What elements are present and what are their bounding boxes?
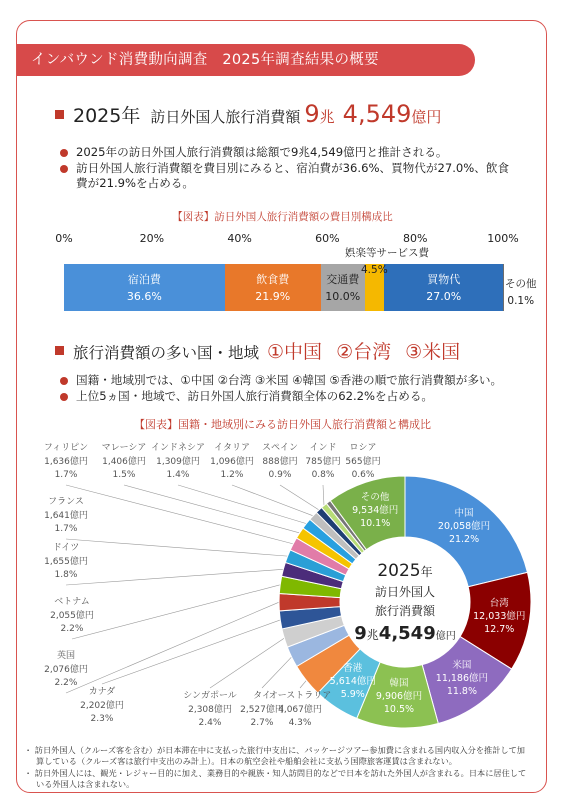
donut-leader-line bbox=[300, 680, 306, 688]
bar-segment-label: 飲食費 bbox=[256, 273, 290, 286]
donut-label-name: 香港 bbox=[343, 662, 363, 674]
donut-label bbox=[183, 690, 237, 731]
summary-bullet-2: 訪日外国人旅行消費額を費目別にみると、宿泊費が36.6%、買物代が27.0%、飲食費が21.9%を占める。 bbox=[60, 161, 520, 192]
donut-center-line1: 訪日外国人 bbox=[374, 585, 435, 599]
donut-center bbox=[350, 560, 460, 650]
bar-segment-value: 21.9% bbox=[255, 290, 291, 303]
donut-label bbox=[376, 677, 422, 716]
donut-label-amount: 20,058億円 bbox=[437, 520, 491, 532]
donut-label-percent: 1.2% bbox=[220, 470, 244, 480]
total-unit: 億円 bbox=[411, 108, 442, 126]
donut-label-name: ドイツ bbox=[52, 543, 80, 553]
donut-label-amount: 1,655億円 bbox=[44, 556, 88, 567]
donut-label-amount: 785億円 bbox=[305, 456, 341, 467]
footnotes bbox=[24, 745, 529, 791]
donut-leader-line bbox=[178, 485, 306, 524]
heading-year: 2025年 bbox=[73, 105, 141, 127]
donut-leader-line bbox=[323, 485, 324, 505]
donut-label-name: イタリア bbox=[213, 443, 251, 453]
donut-label-percent: 2.4% bbox=[198, 718, 222, 728]
donut-label-percent: 1.8% bbox=[54, 570, 78, 580]
donut-label-name: ロシア bbox=[349, 443, 377, 453]
ranking-bullet-2: 上位5ヵ国・地域で、訪日外国人旅行消費額全体の62.2%を占める。 bbox=[60, 389, 520, 405]
donut-label-percent: 5.9% bbox=[340, 688, 365, 700]
donut-leader-line bbox=[66, 539, 288, 556]
donut-label bbox=[44, 442, 88, 483]
donut-label bbox=[305, 442, 340, 483]
donut-label-percent: 2.3% bbox=[90, 714, 114, 724]
bar-label-entertainment: 娯楽等サービス費 bbox=[345, 247, 429, 259]
bar-axis-tick: 40% bbox=[227, 232, 252, 245]
donut-label bbox=[436, 659, 488, 698]
donut-label-amount: 4,067億円 bbox=[278, 704, 322, 715]
donut-label-amount: 1,406億円 bbox=[102, 456, 146, 467]
donut-label-amount: 12,033億円 bbox=[473, 611, 526, 623]
donut-label bbox=[44, 650, 88, 691]
donut-center-trillion: 9 bbox=[354, 623, 367, 644]
donut-center-trillion-unit: 兆 bbox=[366, 628, 379, 642]
donut-label-amount: 9,906億円 bbox=[375, 691, 423, 703]
donut-label-percent: 1.7% bbox=[54, 470, 78, 480]
bar-segment-value: 10.0% bbox=[325, 290, 361, 303]
donut-label bbox=[352, 491, 398, 530]
bar-axis-tick: 0% bbox=[55, 232, 73, 245]
donut-label-name: ベトナム bbox=[54, 597, 90, 607]
donut-label-amount: 9,534億円 bbox=[352, 505, 399, 517]
bar-label-other-name: その他 bbox=[505, 278, 537, 290]
donut-center-line2: 旅行消費額 bbox=[374, 604, 435, 618]
bar-chart-caption: 【図表】訪日外国人旅行消費額の費目別構成比 bbox=[172, 211, 393, 223]
total-trillion-unit: 兆 bbox=[319, 108, 335, 126]
donut-label-percent: 4.3% bbox=[288, 718, 312, 728]
footnote-1: ・ 訪日外国人（クルーズ客を含む）が日本滞在中に支払った旅行中支出に、パッケージツアー参加費に含まれる国内収入分を推計して加算している（クルーズ客は旅行中支出のみ計上）。日本の航空会社や船舶会社に支払う国際旅客運賃は含まれない。 bbox=[24, 745, 525, 767]
donut-label-name: スペイン bbox=[261, 443, 299, 453]
donut-leader-line bbox=[280, 485, 319, 510]
donut-leader-line bbox=[232, 485, 313, 516]
donut-label-amount: 11,186億円 bbox=[435, 672, 489, 684]
donut-label bbox=[102, 442, 147, 483]
donut-label-percent: 11.8% bbox=[446, 685, 477, 697]
donut-label-amount: 1,309億円 bbox=[156, 456, 200, 467]
donut-leader-line bbox=[66, 602, 279, 693]
bar-label-other-value: 0.1% bbox=[507, 295, 535, 307]
donut-label-amount: 2,308億円 bbox=[188, 704, 232, 715]
heading-lead: 訪日外国人旅行消費額 bbox=[150, 108, 301, 126]
rank-1: ①中国 bbox=[267, 341, 323, 363]
donut-label bbox=[473, 597, 525, 636]
donut-label-name: その他 bbox=[360, 492, 390, 504]
donut-label-name: カナダ bbox=[88, 687, 116, 697]
donut-chart-caption: 【図表】国籍・地域別にみる訪日外国人旅行消費額と構成比 bbox=[134, 418, 431, 431]
donut-label-name: 英国 bbox=[56, 651, 76, 661]
donut-leader-line bbox=[72, 585, 280, 639]
donut-label-percent: 1.4% bbox=[166, 470, 190, 480]
ranking-bullet-1: 国籍・地域別では、①中国 ②台湾 ③米国 ④韓国 ⑤香港の順で旅行消費額が多い。 bbox=[60, 373, 520, 389]
donut-label bbox=[151, 442, 205, 483]
donut-label-percent: 2.7% bbox=[250, 718, 274, 728]
donut-label-name: 中国 bbox=[454, 507, 474, 519]
donut-label-name: シンガポール bbox=[183, 691, 237, 701]
donut-label-name: マレーシア bbox=[101, 443, 147, 453]
bar-segment-label: 交通費 bbox=[326, 273, 360, 286]
donut-label-name: インドネシア bbox=[151, 443, 205, 453]
donut-label-name: フランス bbox=[48, 497, 84, 507]
donut-label-amount: 565億円 bbox=[345, 456, 381, 467]
donut-label-name: インド bbox=[309, 443, 337, 453]
donut-center-year-unit: 年 bbox=[420, 565, 433, 579]
rank-2: ②台湾 bbox=[336, 341, 392, 363]
donut-label-percent: 1.5% bbox=[112, 470, 136, 480]
bar-axis-tick: 60% bbox=[315, 232, 340, 245]
donut-label-amount: 1,641億円 bbox=[44, 510, 88, 521]
donut-label bbox=[210, 442, 254, 483]
donut-leader-line bbox=[66, 485, 293, 544]
donut-label-percent: 1.7% bbox=[54, 524, 78, 534]
donut-label bbox=[44, 542, 88, 583]
donut-label-percent: 10.5% bbox=[383, 704, 415, 716]
donut-center-year: 2025 bbox=[377, 561, 421, 581]
summary-bullet-1: 2025年の訪日外国人旅行消費額は総額で9兆4,549億円と推計される。 bbox=[60, 145, 520, 161]
donut-leader-line bbox=[210, 638, 284, 688]
donut-label-name: フィリピン bbox=[43, 443, 89, 453]
donut-label-name: 台湾 bbox=[489, 598, 509, 610]
donut-label-amount: 2,076億円 bbox=[44, 664, 88, 675]
donut-leader-line bbox=[124, 485, 300, 533]
donut-label-name: オーストラリア bbox=[268, 691, 332, 701]
donut-label bbox=[262, 442, 298, 483]
total-hundred-million: 4,549 bbox=[342, 100, 412, 128]
donut-label-percent: 21.2% bbox=[448, 533, 480, 545]
bar-value-entertainment: 4.5% bbox=[361, 264, 388, 276]
bar-segment-label: 宿泊費 bbox=[127, 273, 161, 286]
donut-label bbox=[80, 686, 124, 727]
donut-label-name: 韓国 bbox=[389, 678, 409, 690]
ranking-lead: 旅行消費額の多い国・地域 bbox=[73, 344, 260, 362]
bar-axis-tick: 20% bbox=[139, 232, 165, 245]
bar-segment-value: 36.6% bbox=[126, 290, 162, 303]
donut-label-percent: 0.6% bbox=[351, 470, 375, 480]
donut-label-amount: 2,527億円 bbox=[240, 704, 284, 715]
donut-label-percent: 10.1% bbox=[360, 518, 391, 530]
bar-axis-tick: 100% bbox=[487, 232, 519, 245]
bar-axis-tick: 80% bbox=[402, 232, 428, 245]
page-banner: インバウンド消費動向調査 2025年調査結果の概要 bbox=[17, 44, 475, 76]
donut-label-amount: 5,614億円 bbox=[329, 675, 376, 687]
donut-label bbox=[240, 690, 284, 731]
donut-label-name: 米国 bbox=[452, 659, 472, 671]
donut-label bbox=[330, 662, 376, 701]
donut-label-amount: 2,055億円 bbox=[50, 610, 94, 621]
donut-label-percent: 2.2% bbox=[60, 624, 84, 634]
donut-label bbox=[44, 496, 88, 537]
donut-label bbox=[345, 442, 380, 483]
donut-label-percent: 0.9% bbox=[268, 470, 292, 480]
donut-center-total bbox=[350, 621, 460, 650]
donut-label-name: タイ bbox=[253, 691, 271, 701]
donut-label-percent: 12.7% bbox=[484, 624, 515, 636]
donut-label-percent: 2.2% bbox=[54, 678, 78, 688]
bar-segment-value: 27.0% bbox=[426, 290, 462, 303]
donut-label-percent: 0.8% bbox=[311, 470, 335, 480]
donut-label-amount: 888億円 bbox=[262, 456, 298, 467]
bar-segment-label: 買物代 bbox=[427, 273, 461, 286]
total-trillion: 9 bbox=[304, 100, 320, 128]
donut-leader-line bbox=[66, 569, 283, 585]
donut-leader-line bbox=[262, 657, 292, 688]
donut-label bbox=[438, 507, 490, 546]
donut-center-year-row bbox=[350, 560, 460, 583]
donut-center-amount: 4,549 bbox=[378, 623, 436, 644]
donut-label-amount: 1,096億円 bbox=[210, 456, 254, 467]
footnote-2: ・ 訪日外国人には、観光・レジャー目的に加え、業務目的や親族・知人訪問目的などで日本を訪れた外国人が含まれる。日本に居住している外国人は含まれない。 bbox=[24, 767, 527, 790]
donut-label-amount: 1,636億円 bbox=[44, 456, 88, 467]
donut-label-amount: 2,202億円 bbox=[80, 700, 124, 711]
rank-3: ③米国 bbox=[405, 341, 461, 363]
donut-leader-line bbox=[102, 620, 280, 684]
donut-center-unit: 億円 bbox=[435, 631, 456, 642]
donut-label bbox=[50, 596, 94, 637]
